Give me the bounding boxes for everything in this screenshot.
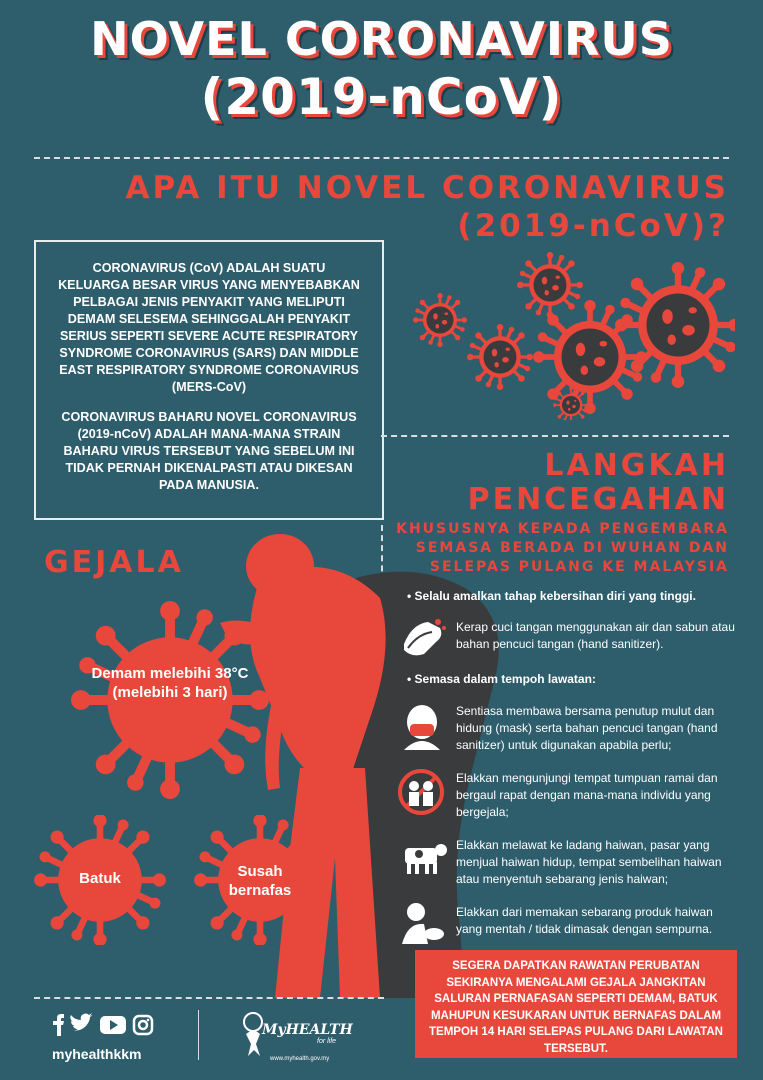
symptom-fever-label: Demam melebihi 38°C (melebihi 3 hari) [91, 665, 249, 701]
prevention-bullet-1: • Selalu amalkan tahap kebersihan diri yang tinggi. [407, 589, 696, 603]
symptom-breath-label: Susah bernafas [228, 863, 292, 899]
youtube-icon[interactable] [100, 1016, 126, 1034]
what-is-heading-line1: APA ITU NOVEL CORONAVIRUS [125, 170, 729, 206]
prevention-sub-line3: SELEPAS PULANG KE MALAYSIA [429, 559, 729, 575]
prevention-item-food: Elakkan dari memakan sebarang produk haiwan yang mentah / tidak dimasak dengan sempurna. [456, 905, 713, 936]
main-title-line1: NOVEL CORONAVIRUS [90, 12, 673, 66]
prevention-item-handwash: Kerap cuci tangan menggunakan air dan sabun atau bahan pencuci tangan (hand sanitizer). [456, 620, 735, 651]
facebook-icon[interactable] [53, 1014, 64, 1036]
prevention-heading-line2: PENCEGAHAN [467, 482, 729, 517]
food-icon [398, 898, 448, 948]
symptom-cough-label: Batuk [79, 870, 121, 887]
social-icons [50, 1012, 160, 1040]
prevention-item-mask: Sentiasa membawa bersama penutup mulut dan hidung (mask) serta bahan pencuci tangan (hand sanitizer) untuk digunakan apabila perlu; [456, 704, 718, 752]
info-paragraph-1: CORONAVIRUS (CoV) ADALAH SUATU KELUARGA BESAR VIRUS YANG MENYEBABKAN PELBAGAI JENIS PENYAKIT YANG MELIPUTI DEMAM SELESEMA SEHINGGALAH PENYAKIT SERIUS SEPERTI SEVERE ACUTE RESPIRATORY SYNDROME CORONAVIRUS (SARS) DAN MIDDLE EAST RESPIRATORY SYNDROME CORONAVIRUS (MERS-CoV) [58, 261, 360, 394]
mask-icon [398, 702, 448, 756]
social-handle[interactable]: myhealthkkm [52, 1046, 142, 1062]
what-is-heading-line2: (2019-nCoV)? [457, 208, 729, 244]
prevention-item-animals: Elakkan melawat ke ladang haiwan, pasar yang menjual haiwan hidup, tempat sembelihan haiwan atau menyentuh sebarang jenis haiwan; [456, 838, 722, 886]
prevention-heading-line1: LANGKAH [544, 448, 729, 483]
logo-tagline: for life [317, 1038, 337, 1045]
logo-url[interactable]: www.myhealth.gov.my [270, 1056, 330, 1062]
instagram-icon[interactable] [134, 1016, 152, 1034]
main-title-line2: (2019-nCoV) [200, 68, 563, 126]
divider-right [381, 435, 729, 437]
twitter-icon[interactable] [70, 1013, 93, 1031]
prevention-bullet-2: • Semasa dalam tempoh lawatan: [407, 672, 596, 686]
symptoms-heading: GEJALA [44, 545, 184, 580]
info-paragraph-2: CORONAVIRUS BAHARU NOVEL CORONAVIRUS (2019-nCoV) ADALAH MANA-MANA STRAIN BAHARU VIRUS TERSEBUT YANG SEBELUM INI TIDAK PERNAH DIKENALPASTI ATAU DIKESAN PADA MANUSIA. [61, 410, 357, 492]
prevention-sub-line1: KHUSUSNYA KEPADA PENGEMBARA [396, 521, 729, 537]
alert-box: SEGERA DAPATKAN RAWATAN PERUBATAN SEKIRANYA MENGALAMI GEJALA JANGKITAN SALURAN PERNAFASAN SEPERTI DEMAM, BATUK MAHUPUN KESUKARAN UNTUK BERNAFAS DALAM TEMPOH 14 HARI SELEPAS PULANG DARI LAWATAN TERSEBUT. [415, 950, 737, 1058]
cow-icon [395, 838, 449, 878]
virus-cluster-illustration [405, 245, 735, 420]
logo-text: MyHEALTH [262, 1022, 353, 1038]
crowd-icon [396, 767, 446, 817]
handwash-icon [398, 614, 448, 660]
info-box [34, 240, 384, 520]
prevention-sub-line2: SEMASA BERADA DI WUHAN DAN [415, 540, 729, 556]
prevention-item-crowd: Elakkan mengunjungi tempat tumpuan ramai dan bergaul rapat dengan mana-mana individu yang bergejala; [456, 771, 718, 819]
divider-top [34, 157, 729, 159]
footer-separator [198, 1010, 199, 1060]
divider-bottom [34, 997, 384, 999]
